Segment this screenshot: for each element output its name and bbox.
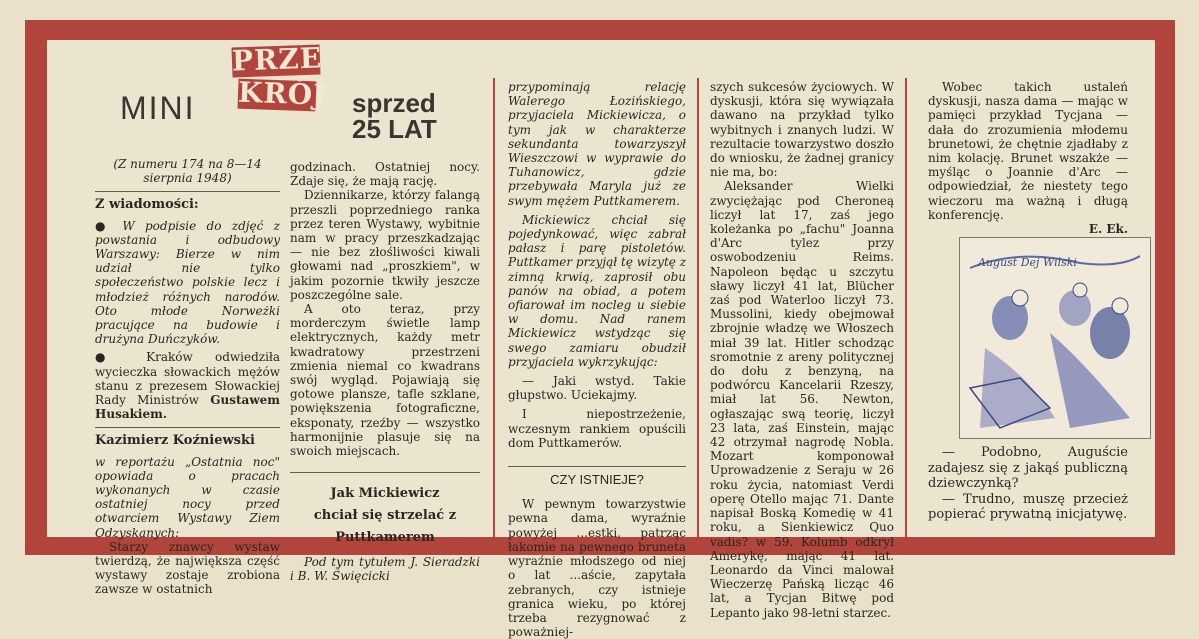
news-item <box>95 350 280 421</box>
logo-top: PRZE <box>231 41 323 78</box>
column-1 <box>95 157 280 597</box>
news-bold-name: Gustawem Husakiem. <box>95 393 280 422</box>
signature: E. Ek. <box>1088 222 1128 237</box>
caption-line: — Trudno, muszę przecież popierać prywatną inicjatywę. <box>928 491 1128 522</box>
column-divider <box>697 78 699 543</box>
column-divider <box>905 78 907 543</box>
header-sprzed: sprzed <box>352 88 436 118</box>
article-text: przypominają relację Walerego Łozińskiego, przyjaciela Mickiewicza, o tym jak w charakterze sekundanta towarzyszył Wieszczowi w wyprawie do Tuhanowicz, gdzie przebywała Maryla już ze swym mężem Puttkamerem. <box>508 80 686 208</box>
section-heading: CZY ISTNIEJE? <box>550 472 644 488</box>
przekroj-logo <box>228 41 328 112</box>
article-title: Jak Mickiewicz chciał się strzelać z Puttkamerem <box>313 486 457 546</box>
caption-line: — Podobno, Auguście zadajesz się z jakąś publiczną dziewczynką? <box>928 445 1128 491</box>
cartoon-caption <box>928 445 1128 523</box>
column-5 <box>928 80 1128 236</box>
report-text: Starzy znawcy wystaw twierdzą, że największa część wystawy zostaje zrobiona zawsze w ostatnich <box>95 539 280 597</box>
report-intro: w reportażu „Ostatnia noc" opowiada o pracach wykonanych w czasie ostatniej nocy przed otwarciem Wystawy Ziem Odzyskanych: <box>95 454 280 540</box>
source-note: (Z numeru 174 na 8—14 sierpnia 1948) <box>113 157 262 186</box>
column-4 <box>710 80 894 620</box>
body-text: A oto teraz, przy morderczym świetle lamp elektrycznych, każdy metr kwadratowy przestrzeni zmienia niemal co kwadrans swój wygląd. Pojawiają się gotowe plansze, tafle szklane, powiększenia fotograficzne, eksponaty, rzeźby — wszystko harmonijnie plasuje się na swoich miejscach. <box>290 302 480 459</box>
article-text: W pewnym towarzystwie pewna dama, wyraźnie powyżej ...estki, patrząc łakomie na pewnego bruneta wyraźnie młodszego od niej o lat ...aście, zapytała zebranych, czy istnieje granica wieku, po której trzeba rezygnować z poważniej- <box>508 497 686 639</box>
header-years: 25 LAT <box>352 114 437 144</box>
cartoon-drawing <box>960 238 1150 438</box>
body-text: Dziennikarze, którzy falangą przeszli poprzedniego ranka przez teren Wystawy, wybitnie nam w pracy przeszkadzając — nie bez złośliwości kiwali głowami nad „proszkiem", w jakim pozornie tkwiły jeszcze poszczególne sale. <box>290 188 480 302</box>
cartoon-illustration <box>959 237 1151 439</box>
column-3 <box>508 80 686 639</box>
article-intro: Pod tym tytułem J. Sieradzki i B. W. Święcicki <box>290 555 480 584</box>
logo-bottom: KRÓJ <box>237 75 328 112</box>
article-text: Mickiewicz chciał się pojedynkować, więc zabrał pałasz i parę pistoletów. Puttkamer przyjął tę wizytę z zimną krwią, zaprosił obu panów na obiad, a potem ofiarował im nocleg u siebie w domu. Nad ranem Mickiewicz wstydząc się swego zamiaru obudził przyjaciela wykrzykując: <box>508 212 687 369</box>
article-text: I niepostrzeżenie, wczesnym rankiem opuścili dom Puttkamerów. <box>508 407 686 450</box>
column-2 <box>290 160 480 584</box>
cartoon-signature: August Dej Wilski <box>978 256 1077 269</box>
article-text: szych sukcesów życiowych. W dyskusji, która się wywiązała dawano na przykład tylko wybitnych i znanych ludzi. W rezultacie towarzystwo doszło do wniosku, że żadnej granicy nie ma, bo: <box>710 80 894 180</box>
body-text: godzinach. Ostatniej nocy. Zdaje się, że mają rację. <box>290 160 480 189</box>
article-text: — Jaki wstyd. Takie głupstwo. Uciekajmy. <box>508 374 686 403</box>
article-text: Aleksander Wielki zwyciężając pod Cheroneą liczył lat 17, zaś jego koleżanka po „fachu" Joanna d'Arc tylez przy oswobodzeniu Reims. Napoleon będąc u szczytu sławy liczył 41 lat, Blücher zaś pod Waterloo liczył 73. Mussolini, kiedy obejmował zbrojnie władzę we Włoszech miał 39 lat. Hitler schodząc sromotnie z areny politycznej do dołu z benzyną, na podwórcu Kancelarii Rzeszy, miał lat 56. Newton, ogłaszając swą teorię, liczył 23 lata, zaś Einstein, mając 42 otrzymał nagrodę Nobla. Mozart komponował Uprowadzenie z Seraju w 26 roku życia, natomiast Verdi operę Otello mając 71. Dante napisał Boską Komedię w 41 roku, a Sienkiewicz Quo vadis? w 59. Kolumb odkrył Amerykę, mając 41 lat. Leonardo da Vinci malował Wieczerzę Pańską licząc 46 lat, a Tycjan Bitwę pod Lepanto jako 98-letni starzec. <box>710 179 894 620</box>
article-text: Wobec takich ustaleń dyskusji, nasza dama — mając w pamięci przykład Tycjana — dała do zrozumienia młodemu brunetowi, że chętnie zjadłaby z nim kolację. Brunet wszakże — myśląc o Joannie d'Arc — odpowiedział, że niestety tego wieczoru ma ważną i długą konferencję. <box>928 80 1128 222</box>
section-heading: Z wiadomości: <box>95 197 199 213</box>
news-item: ● W podpisie do zdjęć z powstania i odbudowy Warszawy: Bierze w nim udział nie tylko społeczeństwo polskie lecz i młodzież różnych narodów. Oto młode Norweżki pracujące na budowie i drużyna Duńczyków. <box>95 218 280 347</box>
news-text: ● Kraków odwiedziła wycieczka słowackich mężów stanu z prezesem Słowackiej Rady Ministrów <box>95 350 280 408</box>
header-mini: MINI <box>120 90 196 126</box>
author-name: Kazimierz Koźniewski <box>95 433 255 449</box>
column-divider <box>493 78 495 543</box>
